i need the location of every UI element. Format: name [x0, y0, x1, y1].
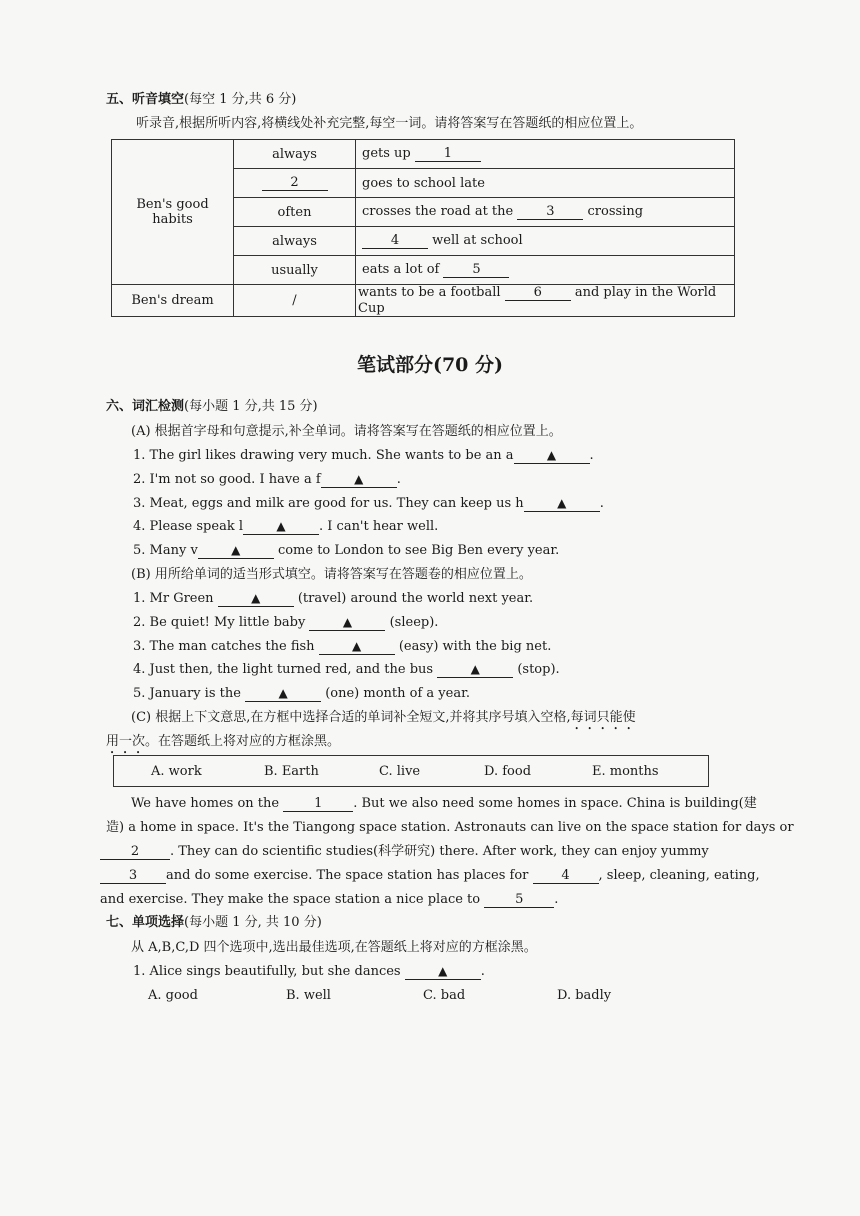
question-line — [133, 495, 604, 513]
question-line — [133, 661, 560, 679]
question-text: come to London to see Big Ben every year. — [277, 543, 560, 558]
question-line — [133, 590, 533, 608]
detail-text: crosses the road at the — [362, 204, 514, 219]
word-option: E. months — [592, 764, 659, 779]
frequency-cell: usually — [234, 256, 356, 285]
detail-cell: goes to school late — [356, 169, 735, 198]
section7-score: (每小题 1 分, 共 10 分) — [184, 915, 322, 930]
word-bank-box — [113, 755, 709, 787]
detail-text: eats a lot of — [362, 262, 440, 277]
section5-instruction: 听录音,根据所听内容,将横线处补充完整,每空一词。请将答案写在答题纸的相应位置上。 — [136, 116, 643, 131]
detail-cell — [356, 198, 735, 227]
question-text: (one) month of a year. — [325, 686, 471, 701]
part-b-instruction: (B) 用所给单词的适当形式填空。请将答案写在答题卷的相应位置上。 — [131, 567, 532, 582]
question-text: 2. I'm not so good. I have a f — [133, 472, 321, 487]
choice-option[interactable]: D. badly — [557, 988, 612, 1003]
question-text: . I can't hear well. — [319, 519, 439, 534]
passage-text: and exercise. They make the space station a nice place to — [100, 892, 481, 907]
answer-blank[interactable]: ▲ — [524, 496, 600, 512]
answer-blank[interactable]: ▲ — [243, 519, 319, 535]
question-text: . — [396, 472, 401, 487]
question-line — [133, 685, 470, 703]
question-line — [133, 471, 401, 489]
instruction-text: 。在答题纸上将对应的方框涂黑。 — [145, 734, 341, 749]
section7-instruction: 从 A,B,C,D 四个选项中,选出最佳选项,在答题纸上将对应的方框涂黑。 — [131, 940, 537, 955]
question-text: 5. January is the — [133, 686, 241, 701]
answer-blank[interactable]: ▲ — [514, 448, 590, 464]
answer-blank[interactable]: 4 — [362, 233, 428, 249]
passage-line — [100, 891, 558, 909]
question-text: 1. Mr Green — [133, 591, 214, 606]
passage-text: . They can do scientific studies(科学研究) there. After work, they can enjoy yummy — [170, 844, 709, 859]
answer-blank[interactable]: ▲ — [405, 964, 481, 980]
question-text: 3. Meat, eggs and milk are good for us. They can keep us h — [133, 496, 524, 511]
detail-text: and play in the World Cup — [358, 285, 717, 316]
question-text: 4. Please speak l — [133, 519, 243, 534]
section6-heading — [106, 398, 318, 416]
word-option: C. live — [379, 764, 421, 779]
question-line — [133, 518, 438, 536]
passage-text: We have homes on the — [131, 796, 280, 811]
dream-label: Ben's dream — [112, 285, 234, 317]
frequency-cell: always — [234, 140, 356, 169]
detail-text: well at school — [432, 233, 523, 248]
section5-score: (每空 1 分,共 6 分) — [184, 92, 297, 107]
answer-blank[interactable]: 4 — [533, 868, 599, 884]
question-text: (travel) around the world next year. — [297, 591, 534, 606]
answer-blank[interactable]: ▲ — [321, 472, 397, 488]
question-text: 1. Alice sings beautifully, but she dances — [133, 964, 401, 979]
question-line — [133, 447, 594, 465]
instruction-emphasis: 每词只能使 — [570, 710, 636, 725]
frequency-cell: often — [234, 198, 356, 227]
answer-blank[interactable]: 5 — [443, 262, 509, 278]
frequency-cell: always — [234, 227, 356, 256]
detail-text: crossing — [587, 204, 644, 219]
question-text: 1. The girl likes drawing very much. She wants to be an a — [133, 448, 514, 463]
passage-text: . — [554, 892, 559, 907]
question-line — [133, 542, 559, 560]
word-option: B. Earth — [264, 764, 319, 779]
question-line — [133, 614, 438, 632]
answer-blank[interactable]: 3 — [100, 868, 166, 884]
answer-blank[interactable]: 2 — [100, 844, 170, 860]
section5-heading — [106, 91, 296, 109]
question-text: . — [589, 448, 594, 463]
question-text: (stop). — [517, 662, 560, 677]
word-option: D. food — [484, 764, 532, 779]
instruction-emphasis: 用一次 — [106, 734, 146, 749]
question-line — [133, 963, 485, 981]
answer-blank[interactable]: ▲ — [437, 662, 513, 678]
table-row — [112, 285, 735, 317]
passage-text: . But we also need some homes in space. China is building(建 — [353, 796, 757, 811]
frequency-cell — [234, 169, 356, 198]
habits-label: Ben's good habits — [112, 140, 234, 285]
detail-text: gets up — [362, 146, 411, 161]
part-c-instruction — [131, 709, 636, 733]
passage-line — [131, 795, 757, 813]
part-a-instruction: (A) 根据首字母和句意提示,补全单词。请将答案写在答题纸的相应位置上。 — [131, 424, 562, 439]
answer-blank[interactable]: ▲ — [198, 543, 274, 559]
answer-blank[interactable]: 5 — [484, 892, 554, 908]
detail-cell — [356, 256, 735, 285]
answer-blank[interactable]: ▲ — [309, 615, 385, 631]
question-text: 4. Just then, the light turned red, and the bus — [133, 662, 434, 677]
answer-blank[interactable]: 6 — [505, 285, 571, 301]
choice-option[interactable]: A. good — [148, 988, 198, 1003]
question-text: (easy) with the big net. — [398, 639, 552, 654]
section6-title: 六、词汇检测 — [106, 399, 185, 414]
choice-option[interactable]: C. bad — [423, 988, 466, 1003]
answer-blank[interactable]: ▲ — [218, 591, 294, 607]
word-option: A. work — [151, 764, 202, 779]
answer-blank[interactable]: ▲ — [319, 639, 395, 655]
answer-blank[interactable]: 1 — [283, 796, 353, 812]
passage-text: and do some exercise. The space station has places for — [166, 868, 529, 883]
question-text: 3. The man catches the fish — [133, 639, 315, 654]
passage-line — [100, 843, 709, 861]
question-text: . — [599, 496, 604, 511]
detail-cell — [356, 285, 735, 317]
answer-blank[interactable]: ▲ — [245, 686, 321, 702]
question-text: . — [480, 964, 485, 979]
detail-cell — [356, 227, 735, 256]
question-text: 5. Many v — [133, 543, 198, 558]
passage-text: , sleep, cleaning, eating, — [598, 868, 760, 883]
section5-title: 五、听音填空 — [106, 92, 185, 107]
section7-heading — [106, 914, 322, 932]
instruction-text: (C) 根据上下文意思,在方框中选择合适的单词补全短文,并将其序号填入空格, — [131, 710, 571, 725]
written-section-title: 笔试部分(70 分) — [356, 354, 504, 376]
table-row — [112, 140, 735, 169]
listening-table — [111, 139, 735, 317]
choice-option[interactable]: B. well — [286, 988, 331, 1003]
question-line — [133, 638, 551, 656]
answer-blank[interactable]: 2 — [262, 175, 328, 191]
section6-score: (每小题 1 分,共 15 分) — [184, 399, 318, 414]
section7-title: 七、单项选择 — [106, 915, 185, 930]
question-text: (sleep). — [389, 615, 439, 630]
detail-cell — [356, 140, 735, 169]
passage-line — [100, 867, 760, 885]
detail-text: wants to be a football — [358, 285, 501, 300]
part-c-instruction-cont — [106, 733, 340, 757]
question-text: 2. Be quiet! My little baby — [133, 615, 306, 630]
answer-blank[interactable]: 3 — [517, 204, 583, 220]
passage-line: 造) a home in space. It's the Tiangong space station. Astronauts can live on the space station for days or — [106, 820, 794, 835]
answer-blank[interactable]: 1 — [415, 146, 481, 162]
frequency-cell: / — [234, 285, 356, 317]
